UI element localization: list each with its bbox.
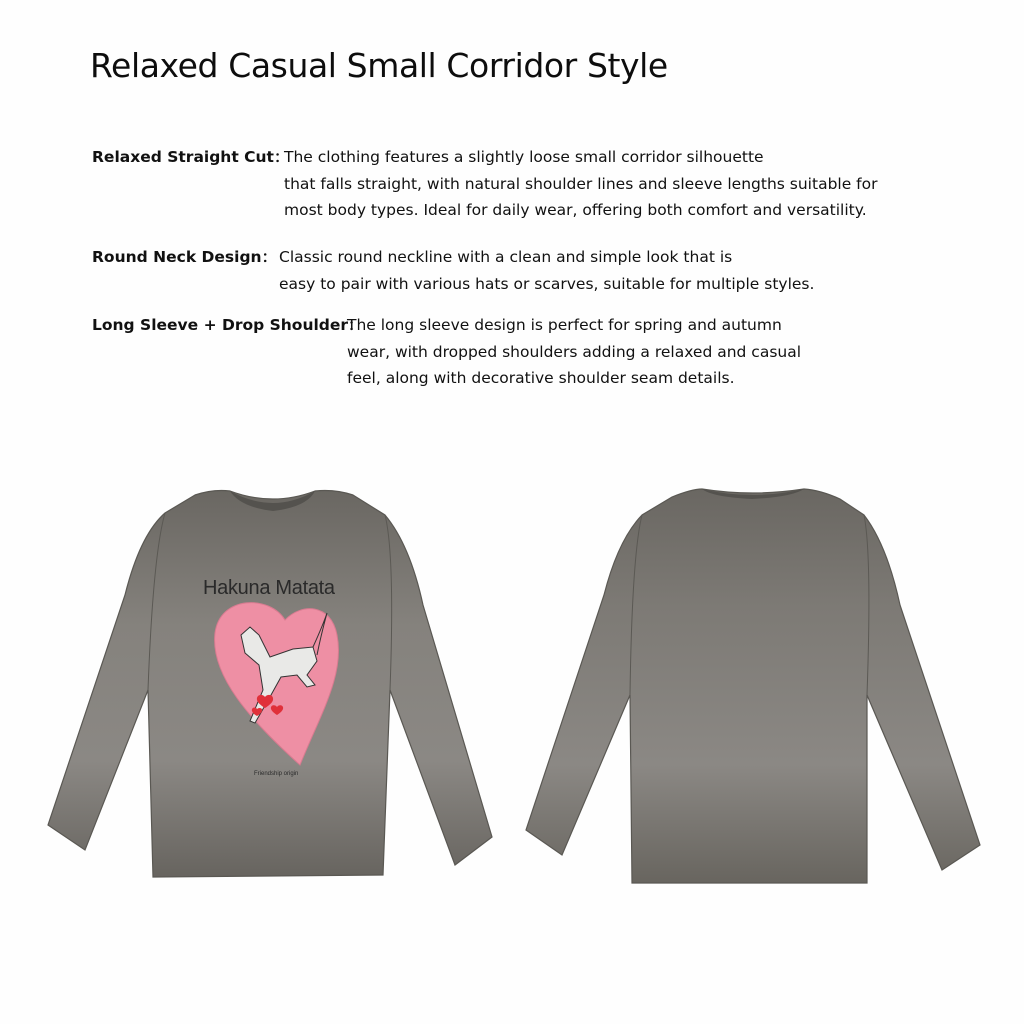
feature-label: Long Sleeve + Drop Shoulder：: [92, 316, 364, 334]
feature-description: The long sleeve design is perfect for spring and autumn wear, with dropped shoulders adding a relaxed and casual feel, along with decorative shoulder seam details.: [347, 316, 802, 387]
feature-label: Round Neck Design：: [92, 248, 278, 266]
page-title: Relaxed Casual Small Corridor Style: [90, 46, 668, 85]
shirt-back-image: [522, 485, 987, 885]
print-title-text: Hakuna Matata: [203, 577, 335, 599]
feature-description: The clothing features a slightly loose small corridor silhouette that falls straight, with natural shoulder lines and sleeve lengths suitable for most body types. Ideal for daily wear, offering both comfort and versatility.: [284, 148, 878, 219]
feature-label: Relaxed Straight Cut：: [92, 148, 290, 166]
shirt-front-image: [45, 485, 500, 885]
feature-description: Classic round neckline with a clean and simple look that is easy to pair with various hats or scarves, suitable for multiple styles.: [279, 248, 815, 293]
print-small-text: Friendship origin: [254, 771, 299, 777]
shirt-front-illustration: [45, 485, 500, 885]
shirt-back-illustration: [522, 485, 987, 885]
